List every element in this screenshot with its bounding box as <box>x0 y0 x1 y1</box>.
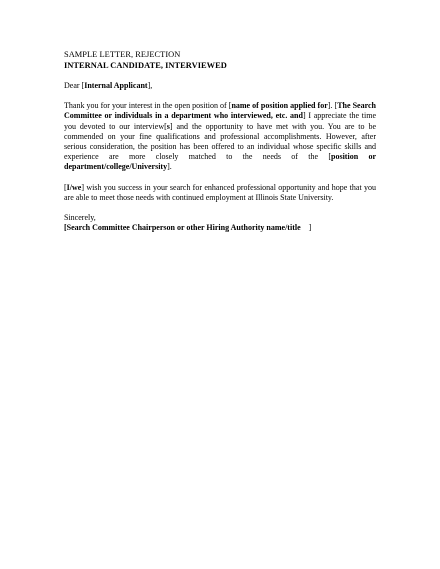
p1-bold-4: position or department/college/University <box>64 152 376 172</box>
closing-text: Sincerely, <box>64 213 96 223</box>
signature-tail: ] <box>300 223 312 233</box>
letter-title-line-2 <box>64 60 376 71</box>
p1-text-5: ]. <box>167 162 172 172</box>
letter-title-line-1 <box>64 49 376 60</box>
p1-text-2: ]. [ <box>327 101 338 111</box>
closing <box>64 213 376 223</box>
signature-bold: [Search Committee Chairperson or other Hiring Authority name/title <box>64 223 301 233</box>
salutation-name: Internal Applicant <box>84 81 148 90</box>
p1-text-4: ] and the opportunity to have met with you. You are to be commended on your fine qualifications and professional accomplishments. However, after serious consideration, the position has been offered to an individual whose specific skills and experience are more closely matched to the needs of the [ <box>64 121 376 162</box>
body-paragraph-1 <box>64 101 376 172</box>
body-paragraph-2 <box>64 183 376 203</box>
signature-line <box>64 223 376 233</box>
p1-text-1: Thank you for your interest in the open position of [ <box>64 101 232 111</box>
salutation-suffix: ], <box>147 81 153 90</box>
p2-text-1: [ <box>64 182 67 192</box>
p1-bold-1: name of position applied for <box>231 101 328 111</box>
letter-title-text-2: INTERNAL CANDIDATE, INTERVIEWED <box>64 61 227 70</box>
p1-bold-3: s <box>166 121 170 131</box>
letter-content <box>64 49 376 233</box>
salutation-prefix: Dear [ <box>64 81 85 90</box>
p2-bold-1: I/we <box>66 182 82 192</box>
letter-title-text-1: SAMPLE LETTER, REJECTION <box>64 50 181 59</box>
salutation <box>64 81 376 91</box>
p1-text-3: ] I appreciate the time you devoted to our interview[ <box>64 111 376 131</box>
p2-text-2: ] wish you success in your search for enhanced professional opportunity and hope that you are able to meet those needs with continued employment at Illinois State University. <box>64 182 376 202</box>
p1-bold-2: The Search Committee or individuals in a department who interviewed, etc. and <box>64 101 377 121</box>
